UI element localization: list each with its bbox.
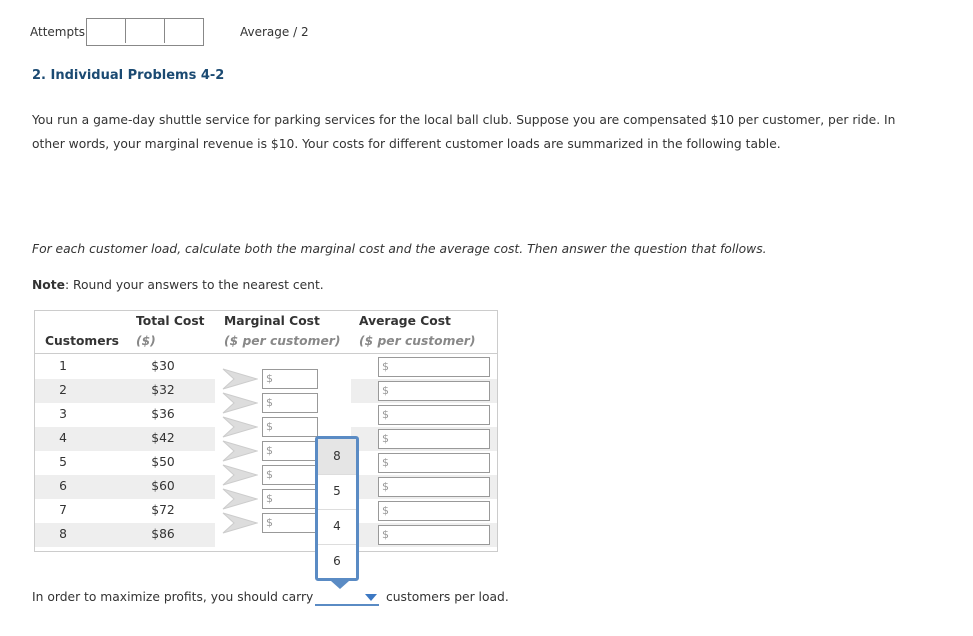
- dollar-sign: $: [382, 456, 389, 469]
- customers-cell: 2: [59, 383, 67, 397]
- chevron-down-icon: [365, 594, 377, 601]
- total-cost-cell: $42: [151, 431, 175, 445]
- total-cost-cell: $36: [151, 407, 175, 421]
- dropdown-option[interactable]: 5: [318, 474, 356, 510]
- marginal-cost-input[interactable]: [262, 393, 318, 413]
- popup-pointer-icon: [331, 581, 349, 589]
- total-cost-cell: $72: [151, 503, 175, 517]
- dollar-sign: $: [382, 360, 389, 373]
- customers-cell: 5: [59, 455, 67, 469]
- total-cost-cell: $30: [151, 359, 175, 373]
- chevron-right-icon: [222, 415, 258, 439]
- dollar-sign: $: [266, 444, 273, 457]
- dropdown-options-list[interactable]: [315, 436, 359, 581]
- chevron-right-icon: [222, 463, 258, 487]
- marginal-cost-input[interactable]: [262, 465, 318, 485]
- header-total-cost: Total Cost: [136, 314, 205, 328]
- average-cost-input[interactable]: [378, 405, 490, 425]
- marginal-cost-input[interactable]: [262, 441, 318, 461]
- customers-cell: 6: [59, 479, 67, 493]
- question-suffix: customers per load.: [386, 590, 509, 604]
- header-marginal-cost: Marginal Cost: [224, 314, 320, 328]
- problem-title: 2. Individual Problems 4-2: [32, 68, 225, 83]
- average-cost-input[interactable]: [378, 381, 490, 401]
- dollar-sign: $: [382, 432, 389, 445]
- dollar-sign: $: [382, 504, 389, 517]
- attempt-box: [125, 19, 164, 43]
- dollar-sign: $: [382, 408, 389, 421]
- problem-intro: You run a game-day shuttle service for parking services for the local ball club. Suppose you are compensated $10 per customer, per ride. In other words, your marginal revenue is $10. Your costs for different customer loads are summarized in the following table.: [32, 113, 896, 151]
- average-cost-input[interactable]: [378, 357, 490, 377]
- dollar-sign: $: [266, 516, 273, 529]
- dollar-sign: $: [382, 528, 389, 541]
- header-marginal-cost-unit: ($ per customer): [224, 334, 341, 348]
- marginal-cost-input[interactable]: [262, 513, 318, 533]
- average-cost-input[interactable]: [378, 501, 490, 521]
- header-divider: [35, 353, 497, 354]
- cost-table: [34, 310, 498, 552]
- header-average-cost: Average Cost: [359, 314, 451, 328]
- dollar-sign: $: [266, 372, 273, 385]
- total-cost-cell: $86: [151, 527, 175, 541]
- customers-cell: 7: [59, 503, 67, 517]
- dropdown-option[interactable]: 8: [318, 439, 356, 475]
- marginal-cost-input[interactable]: [262, 489, 318, 509]
- marginal-cost-input[interactable]: [262, 369, 318, 389]
- dropdown-option[interactable]: 6: [333, 554, 341, 568]
- attempts-label: Attempts: [30, 25, 86, 39]
- customers-cell: 1: [59, 359, 67, 373]
- customers-cell: 8: [59, 527, 67, 541]
- dollar-sign: $: [266, 468, 273, 481]
- marginal-cost-input[interactable]: [262, 417, 318, 437]
- dollar-sign: $: [266, 420, 273, 433]
- dollar-sign: $: [382, 384, 389, 397]
- attempt-tracker: [86, 18, 204, 46]
- dropdown-option[interactable]: 4: [318, 509, 356, 545]
- average-score: Average / 2: [240, 25, 309, 39]
- dollar-sign: $: [266, 396, 273, 409]
- header-average-cost-unit: ($ per customer): [359, 334, 476, 348]
- question-prefix: In order to maximize profits, you should carry: [32, 590, 314, 604]
- instruction-text: For each customer load, calculate both the marginal cost and the average cost. Then answer the question that follows.: [32, 242, 767, 256]
- dollar-sign: $: [382, 480, 389, 493]
- header-total-cost-unit: ($): [136, 334, 156, 348]
- customers-cell: 3: [59, 407, 67, 421]
- total-cost-cell: $50: [151, 455, 175, 469]
- average-cost-input[interactable]: [378, 477, 490, 497]
- chevron-right-icon: [222, 391, 258, 415]
- chevron-right-icon: [222, 511, 258, 535]
- average-cost-input[interactable]: [378, 525, 490, 545]
- customers-cell: 4: [59, 431, 67, 445]
- chevron-right-icon: [222, 487, 258, 511]
- note-text: [32, 278, 324, 292]
- dollar-sign: $: [266, 492, 273, 505]
- average-cost-input[interactable]: [378, 453, 490, 473]
- chevron-right-icon: [222, 367, 258, 391]
- note-label: Note: [32, 278, 65, 292]
- average-cost-input[interactable]: [378, 429, 490, 449]
- total-cost-cell: $60: [151, 479, 175, 493]
- total-cost-cell: $32: [151, 383, 175, 397]
- customers-per-load-select[interactable]: [315, 590, 379, 606]
- chevron-right-icon: [222, 439, 258, 463]
- attempt-box: [87, 19, 125, 43]
- header-customers: Customers: [45, 334, 119, 348]
- note-body: : Round your answers to the nearest cent.: [64, 278, 324, 292]
- attempt-box: [164, 19, 203, 43]
